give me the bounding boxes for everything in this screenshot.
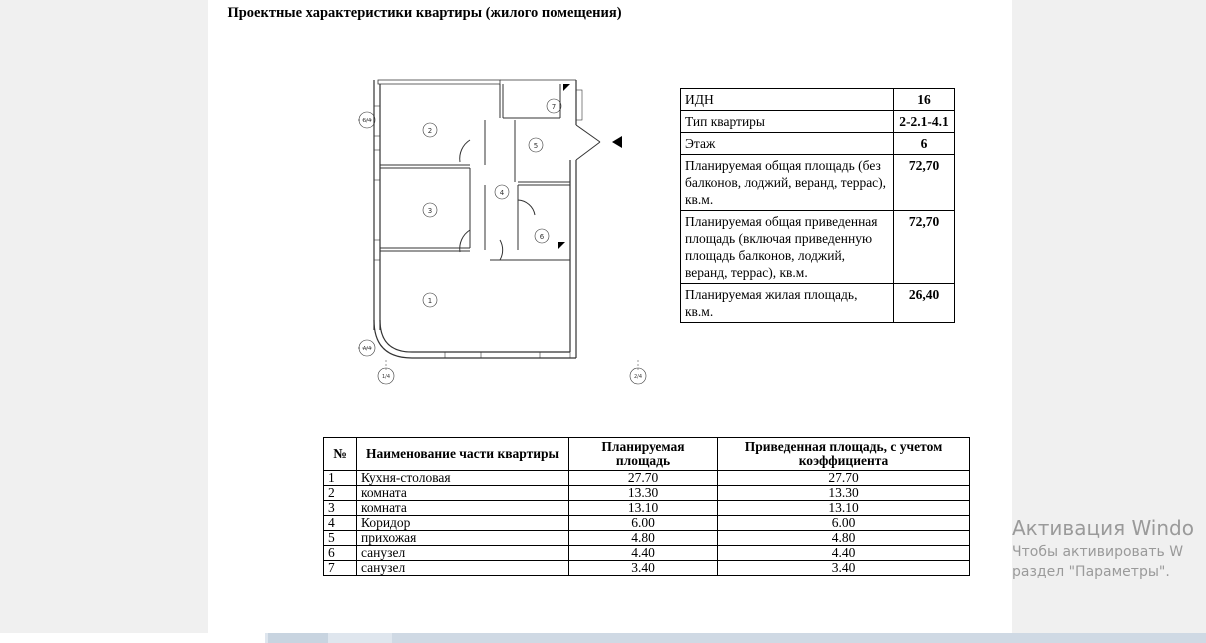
info-value: 6 — [894, 133, 955, 155]
axis-label: Б/4 — [362, 118, 372, 124]
cell-area: 13.10 — [569, 501, 718, 516]
watermark-title: Активация Windo — [1012, 516, 1194, 540]
table-row — [324, 546, 970, 561]
column-header: Наименование части квартиры — [357, 438, 569, 471]
info-label: Этаж — [681, 133, 894, 155]
cell-number: 3 — [324, 501, 357, 516]
info-label: Планируемая общая приведенная площадь (включая приведенную площадь балконов, лоджий, веранд, террас), кв.м. — [681, 211, 894, 284]
cell-reduced-area: 6.00 — [718, 516, 970, 531]
cell-reduced-area: 4.40 — [718, 546, 970, 561]
cell-name: прихожая — [357, 531, 569, 546]
taskbar-segment — [392, 633, 1206, 643]
table-row — [324, 531, 970, 546]
column-header: Приведенная площадь, с учетом коэффициента — [718, 438, 970, 471]
room-number: 2 — [427, 127, 433, 135]
cell-reduced-area: 13.30 — [718, 486, 970, 501]
cell-area: 27.70 — [569, 471, 718, 486]
info-value: 26,40 — [894, 284, 955, 323]
cell-name: санузел — [357, 561, 569, 576]
info-label: ИДН — [681, 89, 894, 111]
table-row — [681, 211, 955, 284]
cell-area: 13.30 — [569, 486, 718, 501]
room-number: 5 — [533, 142, 539, 150]
cell-name: Кухня-столовая — [357, 471, 569, 486]
table-row — [324, 501, 970, 516]
info-value: 2-2.1-4.1 — [894, 111, 955, 133]
cell-number: 4 — [324, 516, 357, 531]
document-title: Проектные характеристики квартиры (жилого помещения) — [227, 5, 622, 21]
info-value: 72,70 — [894, 211, 955, 284]
axis-label: 1/4 — [381, 374, 391, 380]
info-value: 16 — [894, 89, 955, 111]
table-row — [681, 284, 955, 323]
room-number: 3 — [427, 207, 433, 215]
cell-number: 6 — [324, 546, 357, 561]
column-header: № — [324, 438, 357, 471]
cell-name: санузел — [357, 546, 569, 561]
room-number: 6 — [539, 233, 545, 241]
cell-number: 2 — [324, 486, 357, 501]
taskbar-segment — [0, 633, 265, 643]
table-row — [324, 516, 970, 531]
watermark-line: Чтобы активировать W — [1012, 544, 1184, 560]
cell-reduced-area: 3.40 — [718, 561, 970, 576]
cell-number: 5 — [324, 531, 357, 546]
windows-activation-watermark — [1012, 516, 1194, 580]
table-header-row — [324, 438, 970, 471]
info-value: 72,70 — [894, 155, 955, 211]
axis-label: А/4 — [362, 346, 372, 352]
table-row — [681, 133, 955, 155]
cell-reduced-area: 4.80 — [718, 531, 970, 546]
table-row — [681, 111, 955, 133]
cell-name: комната — [357, 486, 569, 501]
taskbar-segment — [268, 633, 328, 643]
table-row — [681, 89, 955, 111]
cell-reduced-area: 13.10 — [718, 501, 970, 516]
room-number: 1 — [427, 297, 433, 305]
cell-area: 6.00 — [569, 516, 718, 531]
info-label: Планируемая общая площадь (без балконов, лоджий, веранд, террас), кв.м. — [681, 155, 894, 211]
cell-area: 4.80 — [569, 531, 718, 546]
floor-plan — [350, 70, 670, 390]
cell-area: 3.40 — [569, 561, 718, 576]
table-row — [324, 486, 970, 501]
apartment-info-table — [680, 88, 955, 323]
cell-name: комната — [357, 501, 569, 516]
table-row — [681, 155, 955, 211]
column-header: Планируемая площадь — [569, 438, 718, 471]
cell-name: Коридор — [357, 516, 569, 531]
table-row — [324, 561, 970, 576]
info-label: Тип квартиры — [681, 111, 894, 133]
info-label: Планируемая жилая площадь, кв.м. — [681, 284, 894, 323]
cell-number: 1 — [324, 471, 357, 486]
taskbar — [0, 633, 1206, 643]
cell-reduced-area: 27.70 — [718, 471, 970, 486]
cell-area: 4.40 — [569, 546, 718, 561]
table-row — [324, 471, 970, 486]
cell-number: 7 — [324, 561, 357, 576]
rooms-table — [323, 437, 970, 576]
room-number: 7 — [551, 103, 557, 111]
axis-label: 2/4 — [633, 374, 643, 380]
room-number: 4 — [499, 189, 505, 197]
watermark-line: раздел "Параметры". — [1012, 564, 1170, 580]
